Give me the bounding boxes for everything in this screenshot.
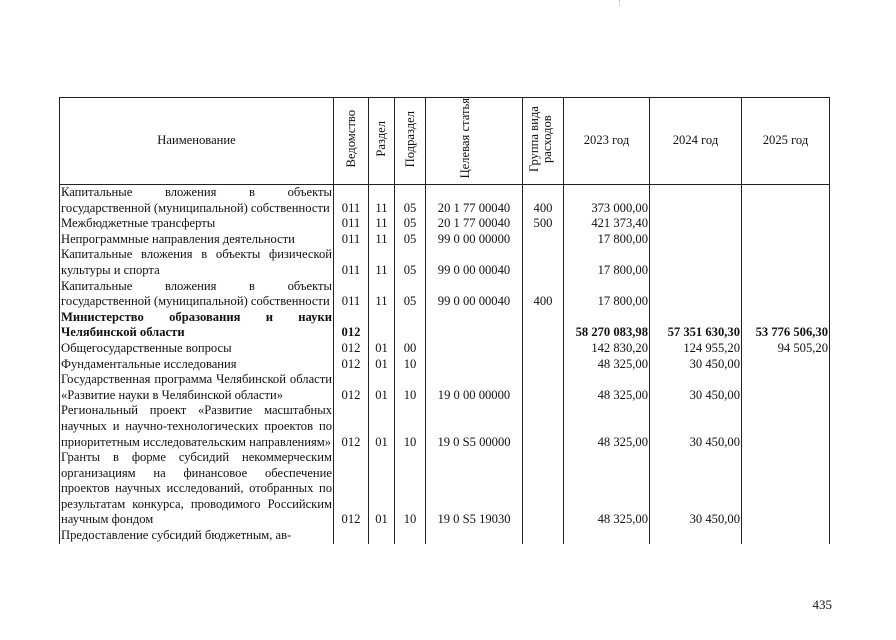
row-amount-2023: 48 325,00 — [564, 357, 650, 373]
row-podrazdel: 10 — [395, 372, 426, 403]
row-name: Капитальные вложения в объекты физической культуры и спорта — [61, 247, 332, 277]
row-podrazdel: 05 — [395, 247, 426, 278]
row-vedomstvo — [334, 528, 369, 544]
row-podrazdel: 10 — [395, 357, 426, 373]
row-name: Межбюджетные трансферты — [60, 216, 334, 232]
row-gruppa — [523, 232, 564, 248]
header-razdel: Раздел — [369, 98, 395, 185]
row-amount-2025: 53 776 506,30 — [742, 310, 830, 341]
row-razdel: 01 — [369, 372, 395, 403]
row-gruppa: 400 — [523, 279, 564, 310]
page-number: 435 — [812, 597, 832, 612]
row-gruppa — [523, 357, 564, 373]
table-row — [60, 341, 830, 357]
table-row — [60, 372, 830, 403]
table-row — [60, 279, 830, 310]
row-razdel — [369, 528, 395, 544]
row-razdel: 11 — [369, 216, 395, 232]
row-celevaya-statya: 20 1 77 00040 — [426, 216, 523, 232]
row-amount-2024 — [650, 528, 742, 544]
table-row — [60, 310, 830, 341]
table-row — [60, 185, 830, 217]
row-amount-2025 — [742, 247, 830, 278]
row-vedomstvo: 011 — [334, 247, 369, 278]
row-gruppa — [523, 247, 564, 278]
row-amount-2023 — [564, 528, 650, 544]
table-row — [60, 357, 830, 373]
row-amount-2024 — [650, 247, 742, 278]
row-podrazdel: 10 — [395, 403, 426, 450]
row-gruppa — [523, 528, 564, 544]
row-amount-2023: 142 830,20 — [564, 341, 650, 357]
row-gruppa — [523, 341, 564, 357]
table-row — [60, 232, 830, 248]
row-vedomstvo: 012 — [334, 403, 369, 450]
row-amount-2024: 124 955,20 — [650, 341, 742, 357]
row-podrazdel: 05 — [395, 216, 426, 232]
row-amount-2024 — [650, 279, 742, 310]
row-name: Предоставление субсидий бюджетным, ав- — [60, 528, 334, 544]
row-vedomstvo: 012 — [334, 310, 369, 341]
row-amount-2025: 94 505,20 — [742, 341, 830, 357]
row-amount-2025 — [742, 372, 830, 403]
row-amount-2025 — [742, 528, 830, 544]
table-header-row — [60, 98, 830, 185]
row-amount-2024 — [650, 216, 742, 232]
row-name: Министерство образования и науки Челябинской области — [61, 309, 332, 340]
row-amount-2023: 17 800,00 — [564, 232, 650, 248]
row-celevaya-statya: 99 0 00 00000 — [426, 232, 523, 248]
row-podrazdel: 00 — [395, 341, 426, 357]
table-body — [60, 185, 830, 544]
row-vedomstvo: 012 — [334, 357, 369, 373]
row-name: Непрограммные направления деятельности — [60, 232, 334, 248]
row-amount-2023: 48 325,00 — [564, 372, 650, 403]
row-vedomstvo: 011 — [334, 216, 369, 232]
row-gruppa — [523, 450, 564, 528]
table-row — [60, 403, 830, 450]
row-celevaya-statya — [426, 341, 523, 357]
row-vedomstvo: 012 — [334, 450, 369, 528]
row-podrazdel: 10 — [395, 450, 426, 528]
row-amount-2023: 17 800,00 — [564, 247, 650, 278]
row-amount-2023: 48 325,00 — [564, 450, 650, 528]
row-amount-2023: 17 800,00 — [564, 279, 650, 310]
row-amount-2025 — [742, 279, 830, 310]
row-amount-2025 — [742, 450, 830, 528]
row-celevaya-statya: 19 0 S5 19030 — [426, 450, 523, 528]
row-name: Общегосударственные вопросы — [60, 341, 334, 357]
row-amount-2023: 48 325,00 — [564, 403, 650, 450]
table-row — [60, 450, 830, 528]
row-name: Фундаментальные исследования — [60, 357, 334, 373]
budget-table — [59, 97, 830, 544]
row-amount-2025 — [742, 232, 830, 248]
table-row — [60, 528, 830, 544]
row-amount-2023: 373 000,00 — [564, 185, 650, 217]
row-name: Гранты в форме субсидий некоммерческим организациям на финансовое обеспечение проектов научных исследований, отобранных по результатам конкурса, проводимого Российским научным фондом — [61, 450, 332, 527]
row-name: Региональный проект «Развитие масштабных научных и научно-технологических проектов по приоритетным исследовательским направлениям» — [61, 403, 332, 449]
row-razdel: 11 — [369, 279, 395, 310]
row-celevaya-statya: 19 0 S5 00000 — [426, 403, 523, 450]
header-2024: 2024 год — [650, 98, 742, 185]
row-vedomstvo: 011 — [334, 279, 369, 310]
row-vedomstvo: 012 — [334, 341, 369, 357]
row-razdel — [369, 310, 395, 341]
row-vedomstvo: 011 — [334, 232, 369, 248]
row-gruppa: 400 — [523, 185, 564, 217]
row-podrazdel — [395, 310, 426, 341]
row-vedomstvo: 011 — [334, 185, 369, 217]
row-gruppa — [523, 310, 564, 341]
row-gruppa — [523, 403, 564, 450]
row-celevaya-statya: 99 0 00 00040 — [426, 247, 523, 278]
header-celevaya-statya: Целевая статья — [426, 98, 523, 185]
row-amount-2023: 421 373,40 — [564, 216, 650, 232]
header-vedomstvo: Ведомство — [334, 98, 369, 185]
header-gruppa-vida-rashodov: Группа вида расходов — [523, 98, 564, 185]
row-celevaya-statya — [426, 528, 523, 544]
row-razdel: 01 — [369, 403, 395, 450]
row-amount-2024 — [650, 232, 742, 248]
row-razdel: 11 — [369, 185, 395, 217]
row-razdel: 01 — [369, 341, 395, 357]
header-2023: 2023 год — [564, 98, 650, 185]
row-razdel: 11 — [369, 232, 395, 248]
row-amount-2025 — [742, 216, 830, 232]
row-podrazdel: 05 — [395, 279, 426, 310]
row-celevaya-statya: 99 0 00 00040 — [426, 279, 523, 310]
row-celevaya-statya — [426, 310, 523, 341]
row-podrazdel — [395, 528, 426, 544]
row-podrazdel: 05 — [395, 232, 426, 248]
row-amount-2024: 30 450,00 — [650, 403, 742, 450]
row-amount-2024: 30 450,00 — [650, 372, 742, 403]
row-amount-2024: 57 351 630,30 — [650, 310, 742, 341]
row-razdel: 01 — [369, 357, 395, 373]
row-name: Государственная программа Челябинской области «Развитие науки в Челябинской области» — [61, 372, 332, 402]
row-amount-2024 — [650, 185, 742, 217]
row-amount-2024: 30 450,00 — [650, 450, 742, 528]
row-vedomstvo: 012 — [334, 372, 369, 403]
scan-mark — [619, 0, 621, 6]
row-amount-2025 — [742, 185, 830, 217]
row-name: Капитальные вложения в объекты государственной (муниципальной) собственности — [61, 278, 332, 309]
row-gruppa: 500 — [523, 216, 564, 232]
row-podrazdel: 05 — [395, 185, 426, 217]
row-amount-2025 — [742, 357, 830, 373]
row-name: Капитальные вложения в объекты государственной (муниципальной) собственности — [61, 185, 332, 215]
header-name: Наименование — [60, 98, 334, 185]
table-row — [60, 247, 830, 278]
header-2025: 2025 год — [742, 98, 830, 185]
row-celevaya-statya: 19 0 00 00000 — [426, 372, 523, 403]
table-row — [60, 216, 830, 232]
row-amount-2024: 30 450,00 — [650, 357, 742, 373]
row-gruppa — [523, 372, 564, 403]
row-razdel: 01 — [369, 450, 395, 528]
header-podrazdel: Подраздел — [395, 98, 426, 185]
row-amount-2025 — [742, 403, 830, 450]
row-amount-2023: 58 270 083,98 — [564, 310, 650, 341]
row-celevaya-statya: 20 1 77 00040 — [426, 185, 523, 217]
row-razdel: 11 — [369, 247, 395, 278]
row-celevaya-statya — [426, 357, 523, 373]
